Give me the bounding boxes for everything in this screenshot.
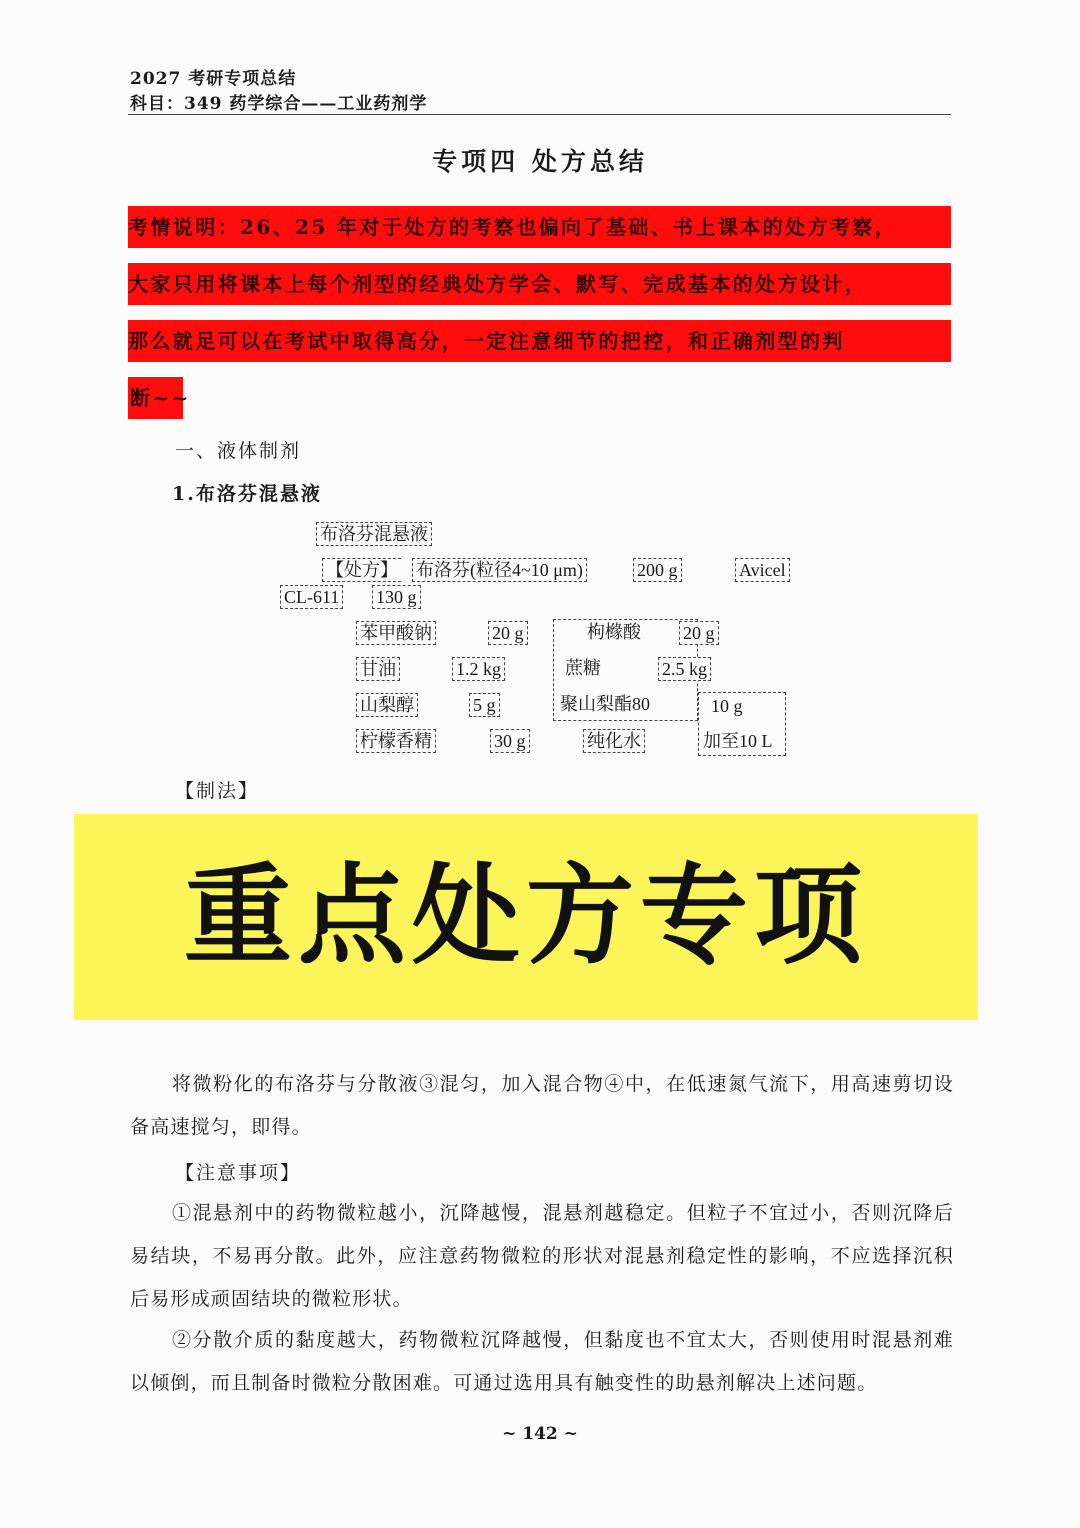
promo-banner-text: 重点处方专项 [183,854,868,979]
formula-item-name: 枸橼酸 [587,622,641,642]
formula-item-amount: 2.5 kg [658,657,711,681]
method-label: 【制法】 [175,780,260,802]
formula-item-amount: 200 g [633,558,682,582]
formula-item-name: 布洛芬(粒径4~10 μm) [412,558,587,582]
formula-item-amount: 30 g [490,729,530,753]
exam-note-line-2: 大家只用将课本上每个剂型的经典处方学会、默写、完成基本的处方设计， [128,263,951,305]
formula-item-name: Avicel [735,558,790,582]
formula-item-amount: 10 g [711,696,743,716]
exam-note-line-1: 考情说明：26、25 年对于处方的考察也偏向了基础、书上课本的处方考察， [128,206,951,248]
subsection-heading: 1.布洛芬混悬液 [172,483,322,505]
formula-item-name: 山梨醇 [356,693,418,717]
formula-item-name: 甘油 [356,657,400,681]
formula-name: 布洛芬混悬液 [316,522,432,546]
exam-note-line-3: 那么就足可以在考试中取得高分，一定注意细节的把控，和正确剂型的判 [128,320,951,362]
header-line-2: 科目：349 药学综合——工业药剂学 [130,94,428,114]
notes-label: 【注意事项】 [175,1162,302,1184]
note-2: ②分散介质的黏度越大，药物微粒沉降越慢，但黏度也不宜太大，否则使用时混悬剂难以倾倒，而且制备时微粒分散困难。可通过选用具有触变性的助悬剂解决上述问题。 [130,1329,954,1394]
method-text: 将微粉化的布洛芬与分散液③混匀，加入混合物④中，在低速氮气流下，用高速剪切设备高速搅匀，即得。 [130,1073,954,1138]
exam-note-line-4: 断~~ [128,377,183,419]
note-1: ①混悬剂中的药物微粒越小，沉降越慢，混悬剂越稳定。但粒子不宜过小，否则沉降后易结块，不易再分散。此外，应注意药物微粒的形状对混悬剂稳定性的影响，不应选择沉积后易形成顽固结块的微粒形状。 [130,1202,954,1310]
formula-label: 【处方】 [322,558,401,582]
formula-item-name: CL-611 [280,585,343,609]
page-number: ~ 142 ~ [502,1424,578,1444]
formula-item-amount: 5 g [469,693,500,717]
page-title: 专项四 处方总结 [432,147,648,176]
formula-item-amount: 1.2 kg [452,657,505,681]
promo-banner [74,814,978,1020]
formula-item-name: 聚山梨酯80 [560,694,650,714]
formula-item-amount: 20 g [488,621,528,645]
formula-item-amount: 加至10 L [703,731,773,751]
formula-item-amount: 130 g [372,585,421,609]
formula-item-amount: 20 g [679,621,719,645]
formula-item-name: 纯化水 [583,729,645,753]
formula-item-name: 苯甲酸钠 [356,621,436,645]
section-heading: 一、液体制剂 [175,440,302,462]
header-rule [128,114,951,115]
header-line-1: 2027 考研专项总结 [130,69,297,89]
formula-item-name: 蔗糖 [565,658,601,678]
formula-item-name: 柠檬香精 [356,729,436,753]
